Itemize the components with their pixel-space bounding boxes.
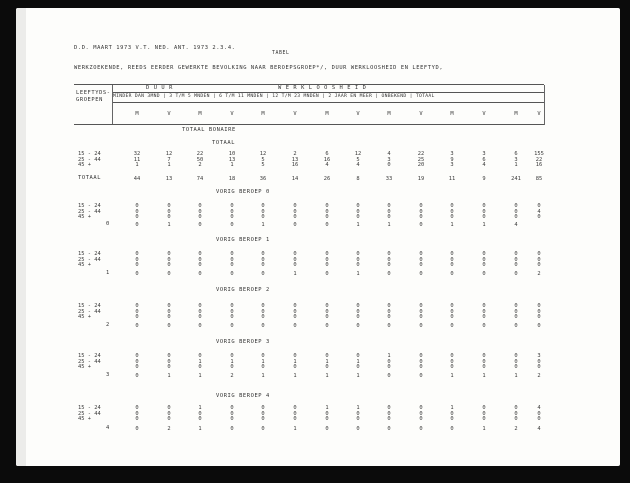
sex-label: M [198,111,202,117]
sex-label: V [356,111,360,117]
data-cell: 0 1 0 [356,353,360,371]
data-cell: 12 5 5 [259,151,267,169]
total-cell: 19 [417,176,425,182]
total-cell: 0 [325,426,329,432]
data-cell: 0 0 0 [293,303,297,321]
data-cell: 0 0 0 [135,353,139,371]
duration-columns: MINDER DAN 3MND | 3 T/M 5 MNDEN | 6 T/M 11 MNDEN | 12 T/M 23 MNDEN | 2 JAAR EN MEER | ONBEKEND | TOTAAL [113,94,435,99]
row-labels: 15 - 24 25 - 44 45 + [78,405,101,423]
total-cell: 0 [419,426,423,432]
section-title: VORIG BEROEP 2 [216,287,270,293]
total-cell: 0 [230,271,234,277]
total-cell: 1 [356,222,360,228]
data-cell: 0 0 0 [514,203,518,221]
data-cell: 1 0 0 [387,353,391,371]
duur-label: D U U R [146,85,173,91]
total-cell: 0 [135,271,139,277]
total-cell: 0 [537,323,541,329]
section-title: VORIG BEROEP 4 [216,393,270,399]
section-title: VORIG BEROEP 1 [216,237,270,243]
row-labels: 15 - 24 25 - 44 45 + [78,151,101,169]
data-cell: 6 16 4 [323,151,331,169]
data-cell: 0 0 0 [419,353,423,371]
data-cell: 0 0 0 [167,203,171,221]
total-cell: 0 [230,222,234,228]
page-edge [16,8,26,466]
data-cell: 0 0 0 [293,251,297,269]
data-cell: 32 11 1 [133,151,141,169]
total-cell: 1 [450,373,454,379]
data-cell: 0 0 0 [419,251,423,269]
total-cell: 2 [514,426,518,432]
total-cell: 0 [261,271,265,277]
data-cell: 0 0 0 [356,303,360,321]
data-cell: 22 50 2 [196,151,204,169]
total-cell: 0 [325,271,329,277]
data-cell: 0 0 0 [387,203,391,221]
data-cell: 0 0 0 [387,405,391,423]
data-cell: 3 6 4 [482,151,486,169]
rule-right [544,85,545,125]
data-cell: 0 0 0 [167,251,171,269]
total-cell: 241 [511,176,521,182]
total-cell: 18 [228,176,236,182]
data-cell: 3 9 3 [450,151,454,169]
total-cell: 0 [450,271,454,277]
data-cell: 0 0 0 [261,203,265,221]
total-label: TOTAAL [78,175,102,181]
data-cell: 0 0 0 [261,405,265,423]
total-cell: 0 [419,323,423,329]
total-cell: 1 [167,222,171,228]
total-cell: 2 [537,373,541,379]
total-cell: 0 [261,426,265,432]
data-cell: 0 0 0 [514,405,518,423]
total-cell: 1 [261,222,265,228]
total-cell: 4 [514,222,518,228]
data-cell: 0 0 0 [167,405,171,423]
total-cell: 0 [198,222,202,228]
total-cell: 2 [167,426,171,432]
total-label: 3 [106,372,110,378]
total-cell: 1 [514,373,518,379]
total-cell: 0 [230,323,234,329]
data-cell: 1 0 0 [450,405,454,423]
groepen-label: GROEPEN [76,97,103,103]
data-cell: 0 1 0 [230,353,234,371]
data-cell: 0 0 0 [387,303,391,321]
data-cell: 10 13 1 [228,151,236,169]
total-cell: 0 [135,323,139,329]
sex-label: M [514,111,518,117]
total-cell: 0 [482,271,486,277]
data-cell: 0 1 0 [261,353,265,371]
total-cell: 1 [482,222,486,228]
data-cell: 0 0 0 [419,203,423,221]
row-labels: 15 - 24 25 - 44 45 + [78,303,101,321]
total-cell: 0 [293,222,297,228]
total-cell: 2 [537,271,541,277]
total-cell: 1 [167,373,171,379]
sex-label: V [230,111,234,117]
sex-label: V [293,111,297,117]
total-cell: 0 [230,426,234,432]
total-label: 1 [106,270,110,276]
rule-sub [112,102,544,103]
row-labels: 15 - 24 25 - 44 45 + [78,203,101,221]
total-cell: 14 [291,176,299,182]
data-cell: 4 0 0 [537,405,541,423]
data-cell: 0 0 0 [293,405,297,423]
data-cell: 0 0 0 [482,203,486,221]
data-cell: 0 4 0 [537,203,541,221]
total-cell: 0 [356,426,360,432]
scanned-page [16,8,620,466]
total-cell: 0 [135,222,139,228]
section-title: VORIG BEROEP 0 [216,189,270,195]
header-line-1: D.D. MAART 1973 V.T. NED. ANT. 1973 2.3.4. [74,45,236,51]
data-cell: 0 0 0 [230,303,234,321]
data-cell: 4 3 0 [387,151,391,169]
total-cell: 1 [261,373,265,379]
data-cell: 0 0 0 [356,203,360,221]
sex-label: V [419,111,423,117]
total-cell: 0 [356,323,360,329]
data-cell: 0 1 0 [198,353,202,371]
total-cell: 0 [387,426,391,432]
sex-label: M [135,111,139,117]
data-cell: 0 0 0 [482,303,486,321]
total-cell: 0 [387,323,391,329]
total-cell: 9 [482,176,486,182]
data-cell: 0 0 0 [450,303,454,321]
total-cell: 0 [167,271,171,277]
data-cell: 12 5 4 [354,151,362,169]
data-cell: 0 0 0 [387,251,391,269]
total-cell: 1 [356,271,360,277]
data-cell: 0 0 0 [450,203,454,221]
total-cell: 1 [482,426,486,432]
total-label: 4 [106,425,110,431]
total-cell: 1 [325,373,329,379]
sex-label: M [261,111,265,117]
row-labels: 15 - 24 25 - 44 45 + [78,353,101,371]
data-cell: 0 0 0 [293,203,297,221]
total-cell: 0 [450,426,454,432]
sex-label: V [537,111,541,117]
data-cell: 155 22 16 [534,151,544,169]
tabel-label: TABEL [272,51,290,56]
section-title: TOTAAL BONAIRE [182,127,236,133]
data-cell: 0 0 0 [482,405,486,423]
data-cell: 0 0 0 [482,353,486,371]
data-cell: 0 0 0 [450,251,454,269]
total-cell: 0 [482,323,486,329]
total-cell: 0 [514,271,518,277]
data-cell: 0 0 0 [230,251,234,269]
total-cell: 0 [293,323,297,329]
data-cell: 0 0 0 [325,203,329,221]
data-cell: 0 0 0 [135,303,139,321]
data-cell: 0 0 0 [419,303,423,321]
total-cell: 0 [419,222,423,228]
data-cell: 1 0 0 [325,405,329,423]
total-cell: 1 [450,222,454,228]
total-cell: 74 [196,176,204,182]
total-cell: 1 [293,426,297,432]
total-cell: 1 [198,373,202,379]
total-cell: 33 [385,176,393,182]
data-cell: 6 3 1 [514,151,518,169]
sex-label: M [450,111,454,117]
werkloosheid-label: W E R K L O O S H E I D [278,85,367,91]
sex-label: V [167,111,171,117]
total-cell: 0 [167,323,171,329]
total-cell: 0 [198,323,202,329]
total-cell: 13 [165,176,173,182]
total-cell: 2 [230,373,234,379]
total-cell: 0 [514,323,518,329]
data-cell: 12 7 1 [165,151,173,169]
total-cell: 0 [198,271,202,277]
data-cell: 22 25 20 [417,151,425,169]
total-cell: 0 [135,373,139,379]
total-label: 2 [106,322,110,328]
sex-label: M [325,111,329,117]
total-cell: 36 [259,176,267,182]
data-cell: 0 0 0 [419,405,423,423]
rule-header-bottom [74,124,544,125]
total-cell: 0 [419,373,423,379]
total-cell: 0 [450,323,454,329]
data-cell: 0 1 0 [293,353,297,371]
data-cell: 0 0 0 [450,353,454,371]
total-cell: 4 [537,426,541,432]
section-title: VORIG BEROEP 3 [216,339,270,345]
total-cell: 1 [482,373,486,379]
total-label: 0 [106,221,110,227]
total-cell: 0 [261,323,265,329]
data-cell: 0 0 0 [325,303,329,321]
total-cell: 0 [387,373,391,379]
data-cell: 0 0 0 [198,251,202,269]
total-cell: 26 [323,176,331,182]
data-cell: 0 0 0 [167,303,171,321]
sex-label: V [482,111,486,117]
total-cell: 1 [293,271,297,277]
total-cell: 0 [387,271,391,277]
rule-left [112,85,113,125]
data-cell: 0 0 0 [261,303,265,321]
total-cell: 0 [135,426,139,432]
data-cell: 0 0 0 [198,203,202,221]
data-cell: 0 0 0 [356,251,360,269]
data-cell: 0 0 0 [230,203,234,221]
row-labels: 15 - 24 25 - 44 45 + [78,251,101,269]
data-cell: 0 0 0 [514,303,518,321]
data-cell: 0 0 0 [261,251,265,269]
total-cell: 8 [356,176,360,182]
data-cell: 0 0 0 [135,405,139,423]
total-cell: 0 [325,222,329,228]
data-cell: 0 0 0 [230,405,234,423]
data-cell: 0 0 0 [514,251,518,269]
leeftyd-label: LEEFTYDS- [76,90,111,96]
section-subtitle: TOTAAL [212,140,236,146]
data-cell: 0 0 0 [514,353,518,371]
data-cell: 0 0 0 [537,303,541,321]
total-cell: 0 [419,271,423,277]
total-cell: 1 [356,373,360,379]
data-cell: 0 0 0 [135,251,139,269]
rule-mid [112,92,544,93]
total-cell: 0 [325,323,329,329]
data-cell: 0 1 0 [325,353,329,371]
total-cell: 85 [535,176,543,182]
data-cell: 0 0 0 [325,251,329,269]
data-cell: 1 0 0 [356,405,360,423]
total-cell: 44 [133,176,141,182]
data-cell: 0 0 0 [167,353,171,371]
total-cell: 1 [198,426,202,432]
header-line-2: WERKZOEKENDE, REEDS EERDER GEWERKTE BEVOLKING NAAR BEROEPSGROEP*/, DUUR WERKLOOSHEID EN LEEFTYD, [74,65,444,71]
total-cell: 11 [448,176,456,182]
total-cell: 1 [293,373,297,379]
data-cell: 0 0 0 [135,203,139,221]
data-cell: 3 0 0 [537,353,541,371]
data-cell: 0 0 0 [198,303,202,321]
data-cell: 2 13 16 [291,151,299,169]
data-cell: 1 0 0 [198,405,202,423]
data-cell: 0 0 0 [537,251,541,269]
total-cell: 1 [387,222,391,228]
data-cell: 0 0 0 [482,251,486,269]
sex-label: M [387,111,391,117]
